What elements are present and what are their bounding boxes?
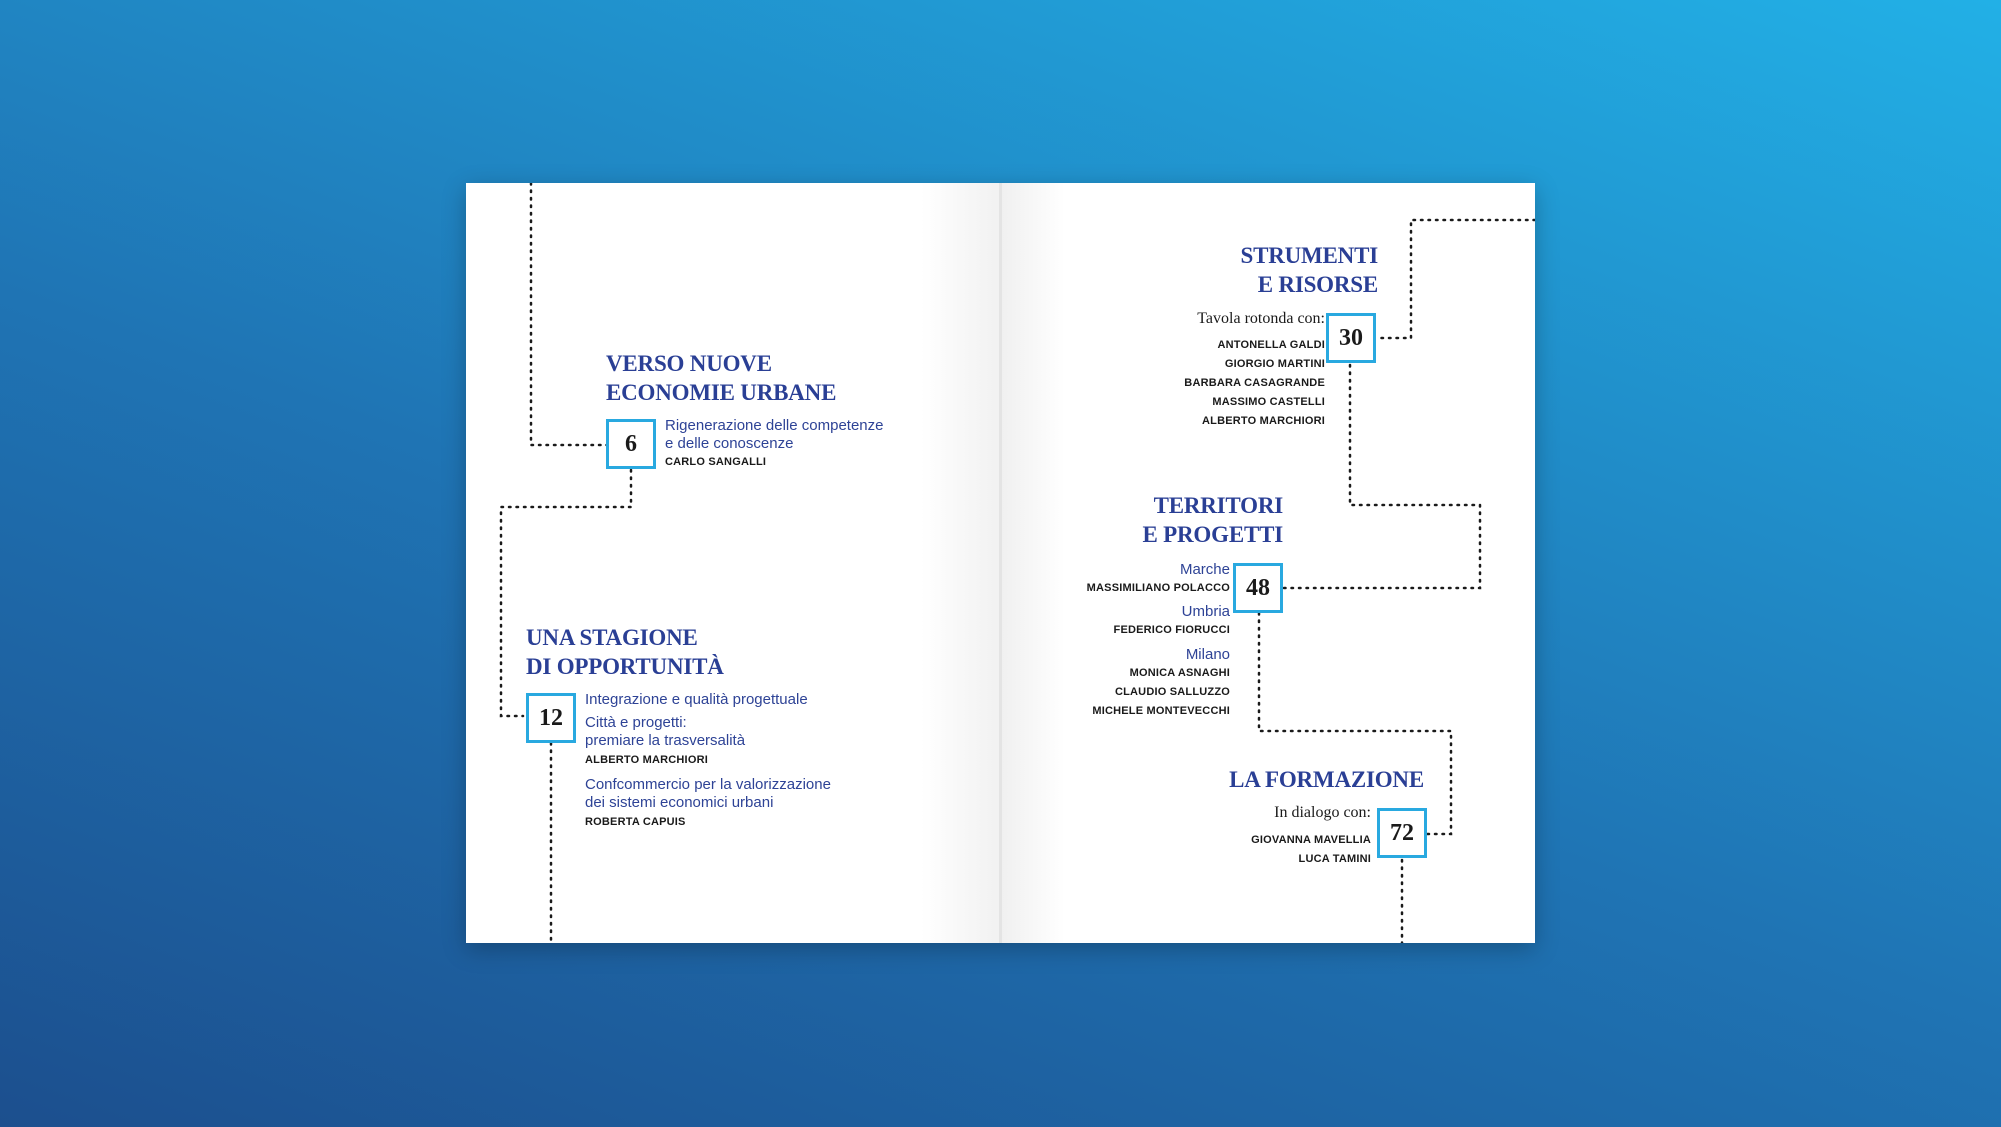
participant-name: GIORGIO MARTINI (1224, 358, 1325, 370)
region-list (1087, 561, 1230, 721)
region-label-milano[interactable]: Milano (1185, 646, 1230, 663)
section-title-territori (1142, 491, 1283, 549)
article-title[interactable] (585, 776, 831, 812)
participant-name: BARBARA CASAGRANDE (1184, 377, 1325, 389)
article-title-line: Confcommercio per la valorizzazione (585, 776, 831, 793)
participants-list (1251, 831, 1371, 869)
article-title[interactable]: Integrazione e qualità progettuale (585, 691, 808, 708)
participants-list (1184, 336, 1325, 431)
page-number-box[interactable]: 12 (526, 693, 576, 743)
participant-name: ANTONELLA GALDI (1217, 339, 1325, 351)
participant-name: GIOVANNA MAVELLIA (1251, 834, 1371, 846)
title-line: E RISORSE (1257, 272, 1378, 297)
section-title-stagione (526, 623, 724, 681)
participant-name: ALBERTO MARCHIORI (1202, 415, 1325, 427)
speaker-name: MASSIMILIANO POLACCO (1086, 582, 1230, 594)
author-name: ALBERTO MARCHIORI (585, 754, 708, 766)
speaker-name: CLAUDIO SALLUZZO (1114, 686, 1230, 698)
connector-top-to-6 (531, 183, 607, 445)
title-line: TERRITORI (1153, 493, 1283, 518)
section-title-strumenti (1240, 241, 1378, 299)
article-title[interactable] (585, 714, 745, 750)
speaker-name: MONICA ASNAGHI (1129, 667, 1230, 679)
speaker-name: MICHELE MONTEVECCHI (1092, 705, 1230, 717)
page-number-box[interactable]: 48 (1233, 563, 1283, 613)
article-title-line: Rigenerazione delle competenze (665, 417, 884, 434)
roundtable-label: Tavola rotonda con: (1197, 310, 1325, 327)
connector-48-to-72 (1259, 613, 1451, 834)
page-number-box[interactable]: 6 (606, 419, 656, 469)
article-title[interactable] (665, 417, 883, 453)
brochure-spread (466, 183, 1535, 943)
connector-edge-to-30 (1380, 220, 1535, 338)
section-title-verso (606, 349, 836, 407)
region-label-marche[interactable]: Marche (1179, 561, 1230, 578)
participant-name: LUCA TAMINI (1298, 853, 1371, 865)
article-title-line: premiare la trasversalità (585, 732, 746, 749)
title-line: VERSO NUOVE (606, 351, 772, 376)
author-name: CARLO SANGALLI (665, 456, 767, 468)
article-title-line: dei sistemi economici urbani (585, 794, 774, 811)
speaker-name: FEDERICO FIORUCCI (1113, 624, 1230, 636)
article-title-line: Città e progetti: (585, 714, 687, 731)
page-number-box[interactable]: 30 (1326, 313, 1376, 363)
region-label-umbria[interactable]: Umbria (1181, 603, 1230, 620)
title-line: STRUMENTI (1240, 243, 1378, 268)
author-name: ROBERTA CAPUIS (585, 816, 686, 828)
page-number-box[interactable]: 72 (1377, 808, 1427, 858)
section-title-formazione: LA FORMAZIONE (1229, 767, 1424, 792)
title-line: UNA STAGIONE (526, 625, 698, 650)
participant-name: MASSIMO CASTELLI (1212, 396, 1325, 408)
title-line: E PROGETTI (1142, 522, 1283, 547)
article-title-line: e delle conoscenze (665, 435, 794, 452)
title-line: ECONOMIE URBANE (606, 380, 837, 405)
title-line: DI OPPORTUNITÀ (526, 654, 724, 679)
dialogue-label: In dialogo con: (1274, 804, 1371, 821)
